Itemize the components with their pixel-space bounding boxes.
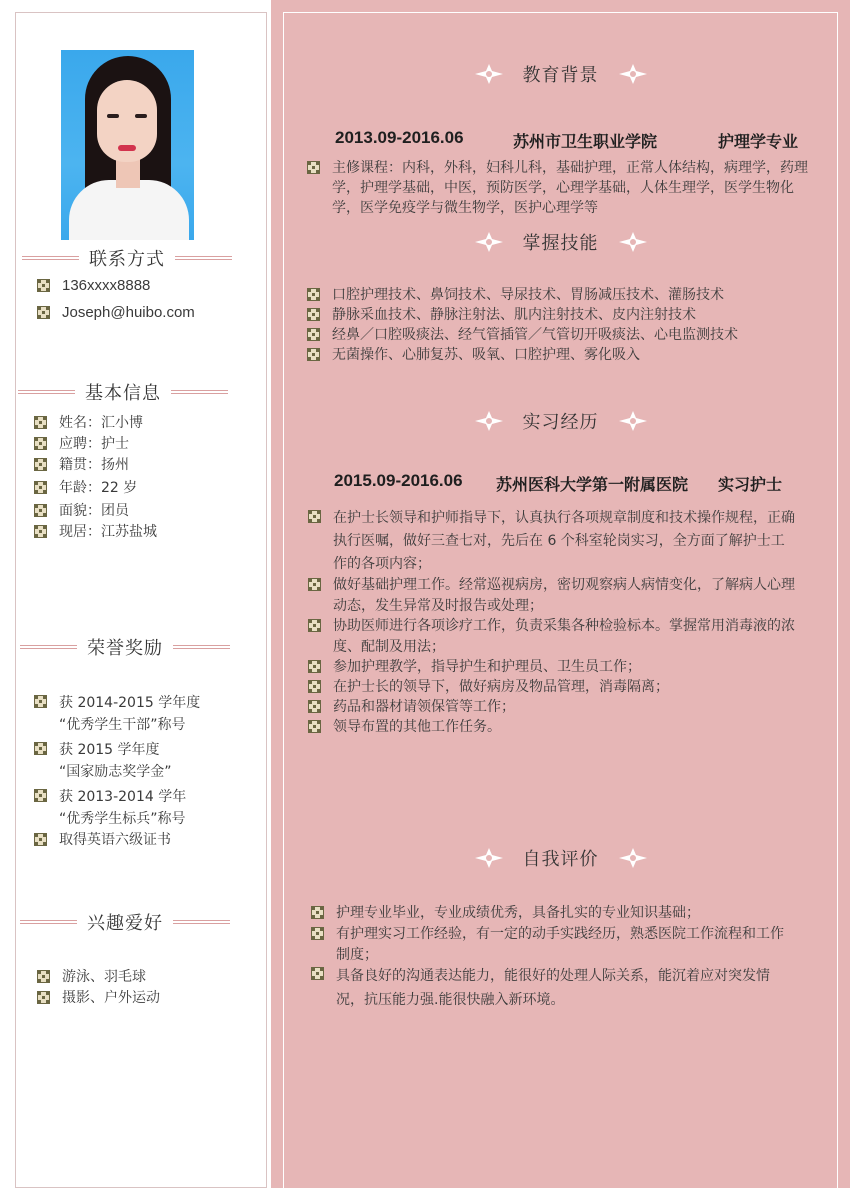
honors-heading xyxy=(20,635,230,659)
bullet-icon xyxy=(308,700,321,713)
ornament-icon xyxy=(617,231,649,253)
self-eval-item: 有护理实习工作经验，有一定的动手实践经历，熟悉医院工作流程和工作制度； xyxy=(311,924,791,966)
internship-item: 参加护理教学，指导护生和护理员、卫生员工作； xyxy=(308,657,795,677)
internship-period: 2015.09-2016.06 xyxy=(334,471,463,490)
bullet-icon xyxy=(37,991,50,1004)
bullet-icon xyxy=(311,967,324,980)
honor-item: 获 2015 学年度 “国家励志奖学金” xyxy=(34,739,172,783)
bullet-icon xyxy=(308,680,321,693)
bullet-icon xyxy=(37,306,50,319)
basic-item: 年龄：22 岁 xyxy=(34,478,137,498)
self-eval-item: 具备良好的沟通表达能力，能很好的处理人际关系，能沉着应对突发情况，抗压能力强.能很快融入新环境。 xyxy=(311,964,791,1012)
internship-item: 领导布置的其他工作任务。 xyxy=(308,717,795,737)
internship-role: 实习护士 xyxy=(718,475,783,494)
basic-item: 面貌：团员 xyxy=(34,501,129,521)
bullet-icon xyxy=(308,660,321,673)
bullet-icon xyxy=(34,481,47,494)
ornament-icon xyxy=(617,63,649,85)
bullet-icon xyxy=(307,308,320,321)
education-courses: 主修课程：内科，外科，妇科儿科，基础护理，正常人体结构，病理学，药理学，护理学基础，中医，预防医学，心理学基础，人体生理学，医学生物化学，医学免疫学与微生物学，医护心理学等 xyxy=(307,158,819,218)
hobby-item: 游泳、羽毛球 xyxy=(37,967,146,987)
self-eval-heading xyxy=(283,844,838,872)
bullet-icon xyxy=(307,348,320,361)
skill-item: 无菌操作、心肺复苏、吸氧、口腔护理、雾化吸入 xyxy=(307,345,640,365)
bullet-icon xyxy=(34,789,47,802)
ornament-icon xyxy=(473,847,505,869)
basic-heading xyxy=(18,380,228,404)
education-period: 2013.09-2016.06 xyxy=(335,128,464,147)
internship-item: 药品和器材请领保管等工作； xyxy=(308,697,795,717)
hobby-item: 摄影、户外运动 xyxy=(37,988,160,1008)
bullet-icon xyxy=(34,695,47,708)
honor-item: 获 2014-2015 学年度 “优秀学生干部”称号 xyxy=(34,692,200,736)
education-major: 护理学专业 xyxy=(718,132,799,151)
honor-item: 取得英语六级证书 xyxy=(34,830,171,850)
bullet-icon xyxy=(34,458,47,471)
ornament-icon xyxy=(617,847,649,869)
basic-item: 籍贯：扬州 xyxy=(34,455,129,475)
bullet-icon xyxy=(307,288,320,301)
hobbies-heading xyxy=(20,910,230,934)
left-column xyxy=(15,12,267,1188)
honor-item: 获 2013-2014 学年 “优秀学生标兵”称号 xyxy=(34,786,186,830)
basic-item: 应聘：护士 xyxy=(34,434,129,454)
bullet-icon xyxy=(37,279,50,292)
internship-item: 在护士长领导和护师指导下，认真执行各项规章制度和技术操作规程，正确执行医嘱，做好三查七对，先后在 6 个科室轮岗实习，全方面了解护士工作的各项内容； xyxy=(308,507,795,576)
contact-phone: 136xxxx8888 xyxy=(37,276,150,296)
internship-title: 实习经历 xyxy=(522,412,599,433)
bullet-icon xyxy=(307,328,320,341)
self-eval-item: 护理专业毕业，专业成绩优秀，具备扎实的专业知识基础； xyxy=(311,903,791,923)
internship-item: 在护士长的领导下，做好病房及物品管理，消毒隔离； xyxy=(308,677,795,697)
honors-title: 荣誉奖励 xyxy=(87,638,163,659)
skill-item: 经鼻／口腔吸痰法、经气管插管／气管切开吸痰法、心电监测技术 xyxy=(307,325,738,345)
contact-heading xyxy=(22,246,232,270)
ornament-icon xyxy=(473,410,505,432)
internship-heading xyxy=(283,407,838,435)
bullet-icon xyxy=(308,720,321,733)
bullet-icon xyxy=(311,906,324,919)
bullet-icon xyxy=(308,619,321,632)
internship-item: 做好基础护理工作。经常巡视病房，密切观察病人病情变化，了解病人心理动态，发生异常及时报告或处理； xyxy=(308,575,795,617)
bullet-icon xyxy=(311,927,324,940)
contact-email: Joseph@huibo.com xyxy=(37,303,195,323)
bullet-icon xyxy=(37,970,50,983)
bullet-icon xyxy=(34,504,47,517)
basic-item: 姓名：汇小博 xyxy=(34,413,143,433)
basic-title: 基本信息 xyxy=(85,383,161,404)
ornament-icon xyxy=(617,410,649,432)
bullet-icon xyxy=(34,525,47,538)
bullet-icon xyxy=(308,578,321,591)
bullet-icon xyxy=(34,437,47,450)
bullet-icon xyxy=(307,161,320,174)
bullet-icon xyxy=(34,416,47,429)
ornament-icon xyxy=(473,231,505,253)
skills-heading xyxy=(283,228,838,256)
education-school: 苏州市卫生职业学院 xyxy=(513,132,658,151)
bullet-icon xyxy=(34,742,47,755)
bullet-icon xyxy=(308,510,321,523)
skill-item: 静脉采血技术、静脉注射法、肌内注射技术、皮内注射技术 xyxy=(307,305,696,325)
basic-item: 现居：江苏盐城 xyxy=(34,522,157,542)
internship-item: 协助医师进行各项诊疗工作，负责采集各种检验标本。掌握常用消毒液的浓度、配制及用法； xyxy=(308,616,795,658)
profile-photo xyxy=(61,50,194,240)
skill-item: 口腔护理技术、鼻饲技术、导尿技术、胃肠减压技术、灌肠技术 xyxy=(307,285,724,305)
self-eval-title: 自我评价 xyxy=(522,849,599,870)
internship-hospital: 苏州医科大学第一附属医院 xyxy=(496,475,689,494)
skills-title: 掌握技能 xyxy=(522,233,599,254)
education-title: 教育背景 xyxy=(522,65,599,86)
education-heading xyxy=(283,60,838,88)
ornament-icon xyxy=(473,63,505,85)
hobbies-title: 兴趣爱好 xyxy=(87,913,163,934)
contact-title: 联系方式 xyxy=(89,249,165,270)
bullet-icon xyxy=(34,833,47,846)
